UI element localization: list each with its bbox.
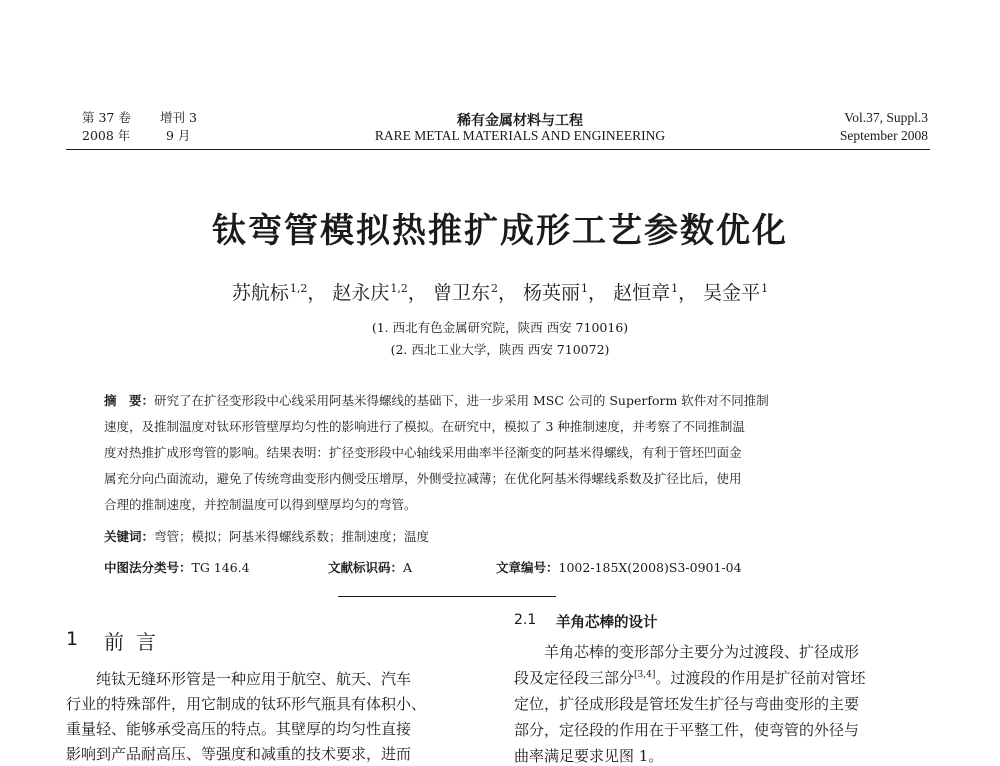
author-affiliation-mark: 1	[761, 282, 769, 295]
author-list: 苏航标$^{1,2}$， 赵永庆$^{1,2}$， 曾卫东$^2$， 杨英丽$^1$， 赵恒章$^1$， 吴金平$^1$	[231, 282, 769, 304]
author: 杨英丽	[523, 282, 581, 304]
body-line: 曲率满足要求见图 1。	[514, 747, 664, 765]
body-line: 定位，扩径成形段是管坯发生扩径与弯曲变形的主要	[514, 695, 860, 713]
body-line: 重量轻、能够承受高压的特点。其壁厚的均匀性直接	[66, 720, 412, 738]
month-cn: 9 月	[166, 128, 191, 143]
journal-title-en: RARE METAL MATERIALS AND ENGINEERING	[374, 128, 666, 143]
paper-title: 钛弯管模拟热推扩成形工艺参数优化	[212, 211, 788, 251]
author: 苏航标	[231, 282, 289, 304]
author-affiliation-mark: 1,2	[289, 282, 308, 295]
affiliation-1: (1. 西北有色金属研究院，陕西 西安 710016)	[371, 320, 629, 335]
author-affiliation-mark: 2	[490, 282, 498, 295]
clc-number: 中图法分类号：TG 146.4	[104, 560, 250, 575]
keywords-label: 关键词：	[104, 529, 155, 544]
abstract-line: 属充分向凸面流动，避免了传统弯曲变形内侧受压增厚，外侧受拉减薄；在优化阿基米得螺线系数及扩径比后，使用	[104, 471, 742, 486]
body-line: 羊角芯棒的变形部分主要分为过渡段、扩径成形	[544, 643, 860, 661]
journal-title-cn: 稀有金属材料与工程	[457, 113, 583, 129]
body-line: 纯钛无缝环形管是一种应用于航空、航天、汽车	[96, 670, 412, 688]
author: 曾卫东	[432, 282, 490, 304]
section-number: 1	[66, 628, 79, 650]
year-cn: 2008 年	[82, 128, 131, 143]
subsection-number: 2.1	[514, 612, 537, 628]
abstract-line: 度对热推扩成形弯管的影响。结果表明：扩径变形段中心轴线采用曲率半径渐变的阿基米得螺线，有利于管坯凹面金	[104, 445, 742, 460]
abstract-line: 合理的推制速度，并控制温度可以得到壁厚均匀的弯管。	[104, 497, 417, 512]
article-number: 文章编号：1002-185X(2008)S3-0901-04	[496, 560, 742, 575]
author-affiliation-mark: 1	[671, 282, 679, 295]
abstract-line: 速度，及推制温度对钛环形管壁厚均匀性的影响进行了模拟。在研究中，模拟了 3 种推制速度，并考察了不同推制温	[104, 419, 745, 434]
author: 赵永庆	[332, 282, 390, 304]
author-affiliation-mark: 1,2	[390, 282, 408, 295]
keywords	[104, 528, 894, 545]
author: 吴金平	[703, 282, 761, 304]
date-en: September 2008	[839, 128, 928, 143]
abstract-line: 摘 要：研究了在扩径变形段中心线采用阿基米得螺线的基础下，进一步采用 MSC 公司的 Superform 软件对不同推制	[104, 393, 769, 408]
issue-cn: 增刊 3	[160, 110, 197, 125]
volume-en: Vol.37, Suppl.3	[844, 110, 928, 125]
volume-cn: 第 37 卷	[82, 110, 131, 125]
document-code: 文献标识码：A	[328, 560, 413, 575]
header-rule	[66, 149, 930, 150]
affiliation-2: (2. 西北工业大学，陕西 西安 710072)	[390, 342, 610, 357]
body-line: 段及定径段三部分[3,4]。过渡段的作用是扩径前对管坯	[514, 669, 866, 687]
body-line: 行业的特殊部件，用它制成的钛环形气瓶具有体积小、	[66, 695, 427, 713]
keywords-text: 弯管；模拟；阿基米得螺线系数；推制速度；温度	[154, 529, 430, 544]
body-line: 影响到产品耐高压、等强度和减重的技术要求，进而	[66, 745, 412, 763]
section-title: 前言	[104, 630, 168, 654]
citation-ref: [3,4]	[634, 670, 656, 680]
author: 赵恒章	[613, 282, 671, 304]
subsection-title: 羊角芯棒的设计	[556, 615, 658, 631]
author-affiliation-mark: 1	[581, 282, 589, 295]
body-line: 部分，定径段的作用在于平整工件，使弯管的外径与	[514, 721, 860, 739]
abstract-label: 摘 要：	[104, 393, 155, 408]
abstract-separator	[338, 596, 556, 597]
